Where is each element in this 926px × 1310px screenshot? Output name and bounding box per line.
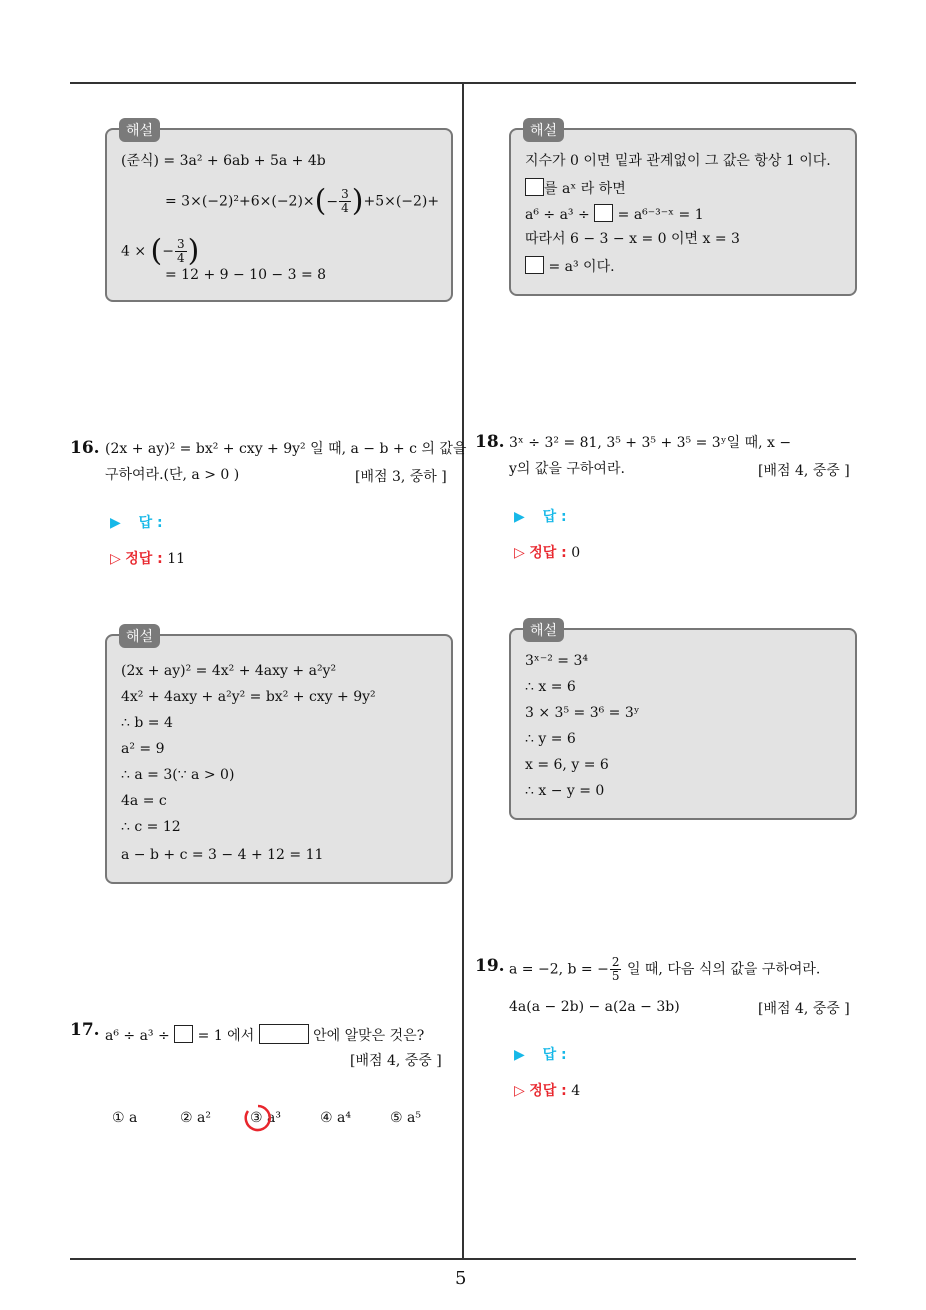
solution-line: [525, 178, 626, 198]
answer-label: 답 :: [138, 515, 163, 531]
question-text: [509, 956, 820, 983]
solution-line: = 3×(−2)²+6×(−2)×(− $\frac{3}{4}$ )+5×(−2)+: [165, 183, 440, 219]
triangle-icon: ▷: [514, 1083, 525, 1099]
solution-tag: 해설: [119, 624, 160, 648]
frac-den: 4: [341, 201, 349, 215]
play-icon: ▶: [110, 515, 121, 531]
correct-label: 정답 :: [529, 545, 567, 561]
solution-box-15: [105, 123, 453, 302]
question-number: 18.: [475, 432, 505, 452]
question-number: 16.: [70, 438, 100, 458]
answer-field[interactable]: [514, 1044, 567, 1064]
page-number: 5: [455, 1268, 467, 1289]
choice-2[interactable]: ② a²: [180, 1110, 211, 1126]
question-number: 17.: [70, 1020, 100, 1040]
solution-tag: 해설: [523, 118, 564, 142]
solution-text: 4 ×: [121, 243, 147, 260]
blank-box: [594, 204, 613, 222]
fraction: − $\frac{3}{4}$: [326, 187, 349, 215]
question-text-part: 안에 알맞은 것은?: [313, 1028, 425, 1044]
score-mark: [배점 4, 중중 ]: [758, 463, 850, 479]
solution-line: (준식) = 3a² + 6ab + 5a + 4b: [121, 153, 326, 169]
solution-line: 4a = c: [121, 793, 167, 809]
solution-line: ∴ x − y = 0: [525, 783, 605, 799]
solution-box-16: [105, 629, 453, 884]
answer-field[interactable]: [514, 506, 567, 526]
score-mark: [배점 3, 중하 ]: [355, 469, 447, 485]
question-text-part: 일 때, 다음 식의 값을 구하여라.: [626, 961, 821, 978]
solution-line: ∴ x = 6: [525, 679, 576, 695]
solution-tag: 해설: [119, 118, 160, 142]
correct-value: 11: [167, 551, 186, 567]
blank-box: [525, 256, 544, 274]
solution-line: 3ˣ⁻² = 3⁴: [525, 653, 588, 669]
question-text-part: = 1 에서: [197, 1028, 255, 1044]
solution-line: [525, 204, 704, 224]
blank-box: [525, 178, 544, 196]
solution-text: = a⁶⁻³⁻ˣ = 1: [617, 207, 704, 223]
solution-line: 지수가 0 이면 밑과 관계없이 그 값은 항상 1 이다.: [525, 153, 831, 169]
solution-box-18: [509, 623, 857, 820]
choice-3[interactable]: ③ a³: [250, 1110, 281, 1126]
solution-line: 3 × 3⁵ = 3⁶ = 3ʸ: [525, 705, 640, 721]
play-icon: ▶: [514, 1047, 525, 1063]
question-text-part: a = −2, b = −: [509, 961, 609, 978]
triangle-icon: ▷: [110, 551, 121, 567]
answer-field[interactable]: [110, 512, 163, 532]
question-text: 구하여라.(단, a > 0 ): [105, 467, 240, 483]
solution-text: = a³ 이다.: [548, 259, 615, 275]
solution-line: = 12 + 9 − 10 − 3 = 8: [165, 267, 327, 283]
triangle-icon: ▷: [514, 545, 525, 561]
correct-value: 4: [571, 1083, 581, 1099]
solution-tag: 해설: [523, 618, 564, 642]
solution-line: a² = 9: [121, 741, 165, 757]
play-icon: ▶: [514, 509, 525, 525]
frac-num: 2: [611, 955, 620, 969]
choice-1[interactable]: ① a: [112, 1110, 138, 1126]
solution-line: (2x + ay)² = 4x² + 4axy + a²y²: [121, 663, 337, 679]
solution-line: 4 × (− $\frac{3}{4}$ ): [121, 233, 200, 269]
solution-line: [525, 256, 615, 276]
question-text: y의 값을 구하여라.: [509, 461, 625, 477]
correct-label: 정답 :: [529, 1083, 567, 1099]
question-text: [105, 1024, 424, 1045]
question-text: 4a(a − 2b) − a(2a − 3b): [509, 999, 680, 1015]
choice-4[interactable]: ④ a⁴: [320, 1110, 351, 1126]
correct-answer: [514, 1080, 580, 1100]
question-text: (2x + ay)² = bx² + cxy + 9y² 일 때, a − b + c 의 값을: [105, 441, 467, 457]
frac-den: 5: [611, 969, 620, 983]
correct-label: 정답 :: [125, 551, 163, 567]
solution-line: 따라서 6 − 3 − x = 0 이면 x = 3: [525, 231, 740, 247]
solution-line: ∴ b = 4: [121, 715, 173, 731]
answer-label: 답 :: [542, 1047, 567, 1063]
frac-num: 3: [341, 187, 349, 201]
solution-text: = 3×(−2)²+6×(−2)×: [165, 193, 315, 210]
solution-box-17: [509, 123, 857, 296]
solution-line: x = 6, y = 6: [525, 757, 609, 773]
column-divider: [462, 83, 464, 1259]
solution-text: 를 aˣ 라 하면: [544, 181, 626, 197]
choice-5[interactable]: ⑤ a⁵: [390, 1110, 421, 1126]
solution-line: ∴ y = 6: [525, 731, 576, 747]
correct-answer: [514, 542, 580, 562]
solution-line: 4x² + 4axy + a²y² = bx² + cxy + 9y²: [121, 689, 376, 705]
score-mark: [배점 4, 중중 ]: [758, 1001, 850, 1017]
selected-circle-icon: [243, 1103, 273, 1133]
solution-text: +5×(−2)+: [363, 193, 440, 210]
blank-box-wide: [259, 1024, 309, 1044]
solution-line: ∴ c = 12: [121, 819, 181, 835]
question-number: 19.: [475, 956, 505, 976]
correct-value: 0: [571, 545, 581, 561]
question-text-part: a⁶ ÷ a³ ÷: [105, 1028, 170, 1044]
solution-line: a − b + c = 3 − 4 + 12 = 11: [121, 847, 324, 863]
correct-answer: [110, 548, 185, 568]
frac-num: 3: [177, 237, 185, 251]
solution-line: ∴ a = 3(∵ a > 0): [121, 767, 235, 783]
frac-den: 4: [177, 251, 185, 265]
score-mark: [배점 4, 중중 ]: [350, 1053, 442, 1069]
blank-box: [174, 1025, 193, 1043]
solution-text: a⁶ ÷ a³ ÷: [525, 207, 590, 223]
question-text: 3ˣ ÷ 3² = 81, 3⁵ + 3⁵ + 3⁵ = 3ʸ일 때, x −: [509, 435, 792, 451]
answer-label: 답 :: [542, 509, 567, 525]
